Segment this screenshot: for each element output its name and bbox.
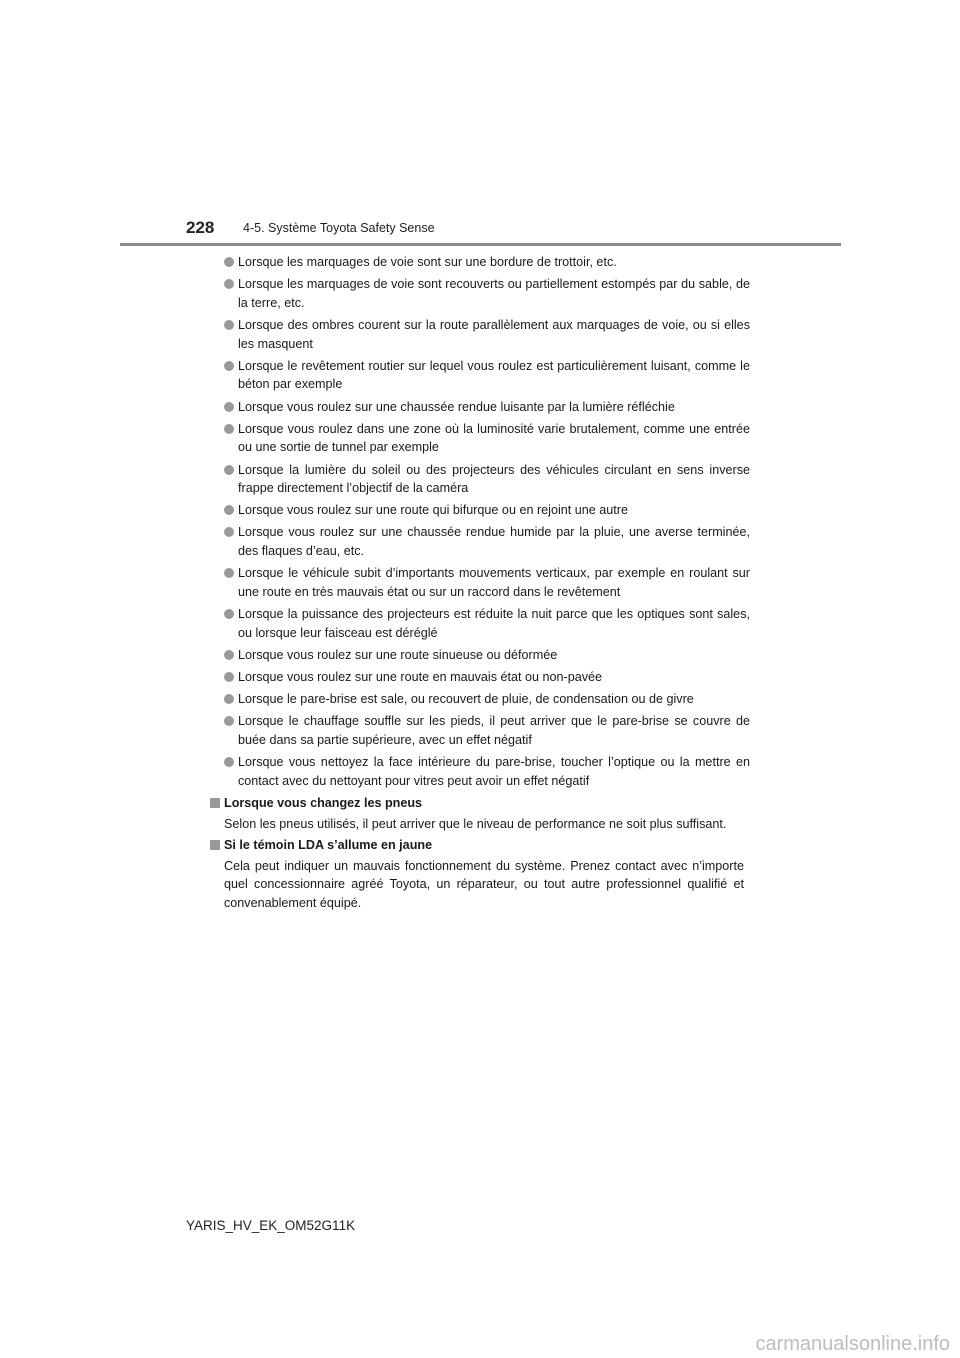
list-item-text: Lorsque les marquages de voie sont recouverts ou partiellement estompés par du sable, de la terre, etc. <box>238 277 750 310</box>
list-item <box>210 275 750 312</box>
square-bullet-icon <box>210 840 220 850</box>
list-item <box>210 753 750 790</box>
list-item-text: Lorsque le chauffage souffle sur les pieds, il peut arriver que le pare-brise se couvre de buée dans sa partie supérieure, avec un effet négatif <box>238 714 750 747</box>
bullet-icon <box>224 257 234 267</box>
bullet-icon <box>224 402 234 412</box>
list-item <box>210 357 750 394</box>
document-code: YARIS_HV_EK_OM52G11K <box>186 1218 356 1233</box>
condition-list <box>210 253 750 790</box>
list-item-text: Lorsque vous roulez sur une route qui bifurque ou en rejoint une autre <box>238 503 628 518</box>
header-rule <box>120 243 841 246</box>
list-item <box>210 316 750 353</box>
list-item <box>210 605 750 642</box>
list-item <box>210 420 750 457</box>
bullet-icon <box>224 694 234 704</box>
list-item-text: Lorsque vous roulez sur une route en mauvais état ou non-pavée <box>238 670 603 684</box>
square-bullet-icon <box>210 798 220 808</box>
list-item <box>210 668 750 687</box>
list-item <box>210 646 750 665</box>
list-item <box>210 253 750 272</box>
page-number: 228 <box>186 218 215 237</box>
note-heading-text: Lorsque vous changez les pneus <box>224 795 423 810</box>
bullet-icon <box>224 757 234 767</box>
note-heading-text: Si le témoin LDA s’allume en jaune <box>224 838 433 853</box>
list-item-text: Lorsque des ombres courent sur la route parallèlement aux marquages de voie, ou si elles les masquent <box>238 317 750 351</box>
bullet-icon <box>224 568 234 578</box>
list-item <box>210 712 750 749</box>
list-item-text: Lorsque vous roulez sur une route sinueuse ou déformée <box>238 647 558 662</box>
bullet-icon <box>224 672 234 682</box>
bullet-icon <box>224 361 234 371</box>
list-item <box>210 564 750 601</box>
list-item-text: Lorsque le véhicule subit d’importants mouvements verticaux, par exemple en roulant sur une route en très mauvais état ou sur un raccord dans le revêtement <box>238 566 750 599</box>
note-heading <box>210 794 750 813</box>
bullet-icon <box>224 505 234 515</box>
page-content <box>210 253 750 916</box>
list-item-text: Lorsque vous roulez sur une chaussée rendue luisante par la lumière réfléchie <box>238 399 675 414</box>
list-item <box>210 501 750 520</box>
list-item <box>210 690 750 709</box>
bullet-icon <box>224 716 234 726</box>
list-item-text: Lorsque le pare-brise est sale, ou recouvert de pluie, de condensation ou de givre <box>238 692 694 707</box>
note-tire-change <box>210 794 750 833</box>
list-item <box>210 461 750 498</box>
section-title: 4-5. Système Toyota Safety Sense <box>243 221 435 235</box>
list-item-text: Lorsque vous roulez sur une chaussée rendue humide par la pluie, une averse terminée, des flaques d’eau, etc. <box>238 525 750 559</box>
list-item-text: Lorsque vous nettoyez la face intérieure du pare-brise, toucher l’optique ou la mettre en contact avec du nettoyant pour vitres peut avoir un effet négatif <box>238 755 750 788</box>
note-body: Selon les pneus utilisés, il peut arriver que le niveau de performance ne soit plus suffisant. <box>224 816 727 831</box>
list-item <box>210 523 750 560</box>
bullet-icon <box>224 527 234 537</box>
bullet-icon <box>224 465 234 475</box>
note-body: Cela peut indiquer un mauvais fonctionnement du système. Prenez contact avec n’importe quel concessionnaire agréé Toyota, un réparateur, ou tout autre professionnel qualifié et convenablement équipé. <box>224 858 744 910</box>
bullet-icon <box>224 279 234 289</box>
list-item-text: Lorsque le revêtement routier sur lequel vous roulez est particulièrement luisant, comme le béton par exemple <box>238 358 750 392</box>
list-item-text: Lorsque les marquages de voie sont sur une bordure de trottoir, etc. <box>238 255 617 269</box>
bullet-icon <box>224 424 234 434</box>
bullet-icon <box>224 609 234 619</box>
list-item-text: Lorsque vous roulez dans une zone où la luminosité varie brutalement, comme une entrée ou une sortie de tunnel par exemple <box>238 421 750 455</box>
note-heading <box>210 836 750 855</box>
list-item-text: Lorsque la lumière du soleil ou des projecteurs des véhicules circulant en sens inverse frappe directement l’objectif de la caméra <box>238 462 750 496</box>
note-lda-warning <box>210 836 750 912</box>
list-item-text: Lorsque la puissance des projecteurs est réduite la nuit parce que les optiques sont sales, ou lorsque leur faisceau est déréglé <box>238 607 750 640</box>
watermark: carmanualsonline.info <box>755 1333 950 1355</box>
bullet-icon <box>224 320 234 330</box>
list-item <box>210 398 750 417</box>
bullet-icon <box>224 650 234 660</box>
